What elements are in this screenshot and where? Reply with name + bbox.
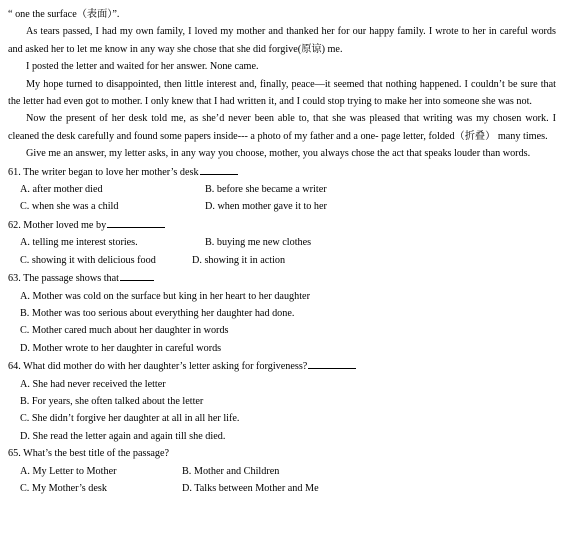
question-stem: 61. The writer began to love her mother’s desk	[8, 166, 199, 178]
option-c: C. She didn’t forgive her daughter at all in all her life.	[20, 413, 240, 425]
option-b: B. Mother and Children	[182, 465, 280, 477]
question-64	[8, 357, 556, 445]
option-b: B. buying me new clothes	[205, 237, 312, 249]
passage-paragraph-family: As tears passed, I had my own family, I loved my mother and thanked her for our happy family. I wrote to her in careful words and asked her to let me know in any way she chose that she did forgive(原谅) me.	[8, 26, 556, 55]
question-stem: 65. What’s the best title of the passage?	[8, 448, 170, 460]
option-b: B. For years, she often talked about the letter	[20, 395, 204, 407]
option-d: D. showing it in action	[192, 254, 286, 266]
question-stem: 62. Mother loved me by	[8, 219, 107, 231]
option-a: A. after mother died	[20, 184, 103, 196]
option-d: D. when mother gave it to her	[205, 201, 327, 213]
question-stem: 63. The passage shows that	[8, 273, 120, 285]
question-63	[8, 269, 556, 357]
option-d: D. She read the letter again and again till she died.	[20, 430, 226, 442]
option-a: A. Mother was cold on the surface but king in her heart to her daughter	[20, 290, 310, 302]
option-d: D. Mother wrote to her daughter in careful words	[20, 342, 222, 354]
passage-paragraph-answer: Give me an answer, my letter asks, in any way you choose, mother, you always chose the act that speaks louder than words.	[26, 148, 531, 160]
question-stem: 64. What did mother do with her daughter’s letter asking for forgiveness?	[8, 361, 308, 373]
option-c: C. Mother cared much about her daughter in words	[20, 325, 229, 337]
passage-paragraph-desk: Now the present of her desk told me, as she’d never been able to, that she was pleased that writing was my chosen work. I cleaned the desk carefully and found some papers inside--- a photo of my father and a one- page letter, folded（折叠） many times.	[8, 113, 556, 142]
answer-blank	[308, 357, 356, 369]
option-a: A. She had never received the letter	[20, 378, 166, 390]
question-62	[8, 216, 556, 269]
option-c: C. showing it with delicious food	[20, 254, 156, 266]
passage-paragraph-letter-posted: I posted the letter and waited for her answer. None came.	[26, 61, 259, 73]
option-a: A. telling me interest stories.	[20, 237, 138, 249]
option-b: B. Mother was too serious about everything her daughter had done.	[20, 307, 295, 319]
option-d: D. Talks between Mother and Me	[182, 482, 319, 494]
question-65	[8, 445, 556, 497]
option-b: B. before she became a writer	[205, 184, 327, 196]
option-c: C. My Mother’s desk	[20, 482, 107, 494]
passage-paragraph-hope: My hope turned to disappointed, then little interest and, finally, peace—it seemed that nothing happened. I couldn’t be sure that the letter had even got to mother. I only knew that I had written it, and I could stop trying to make her into someone she was not.	[8, 78, 556, 108]
option-a: A. My Letter to Mother	[20, 465, 117, 477]
passage-line-surface: “ one the surface（表面）”.	[8, 9, 120, 20]
question-61	[8, 163, 556, 216]
option-c: C. when she was a child	[20, 201, 119, 213]
answer-blank	[107, 216, 165, 228]
answer-blank	[120, 269, 154, 281]
answer-blank	[200, 163, 238, 175]
